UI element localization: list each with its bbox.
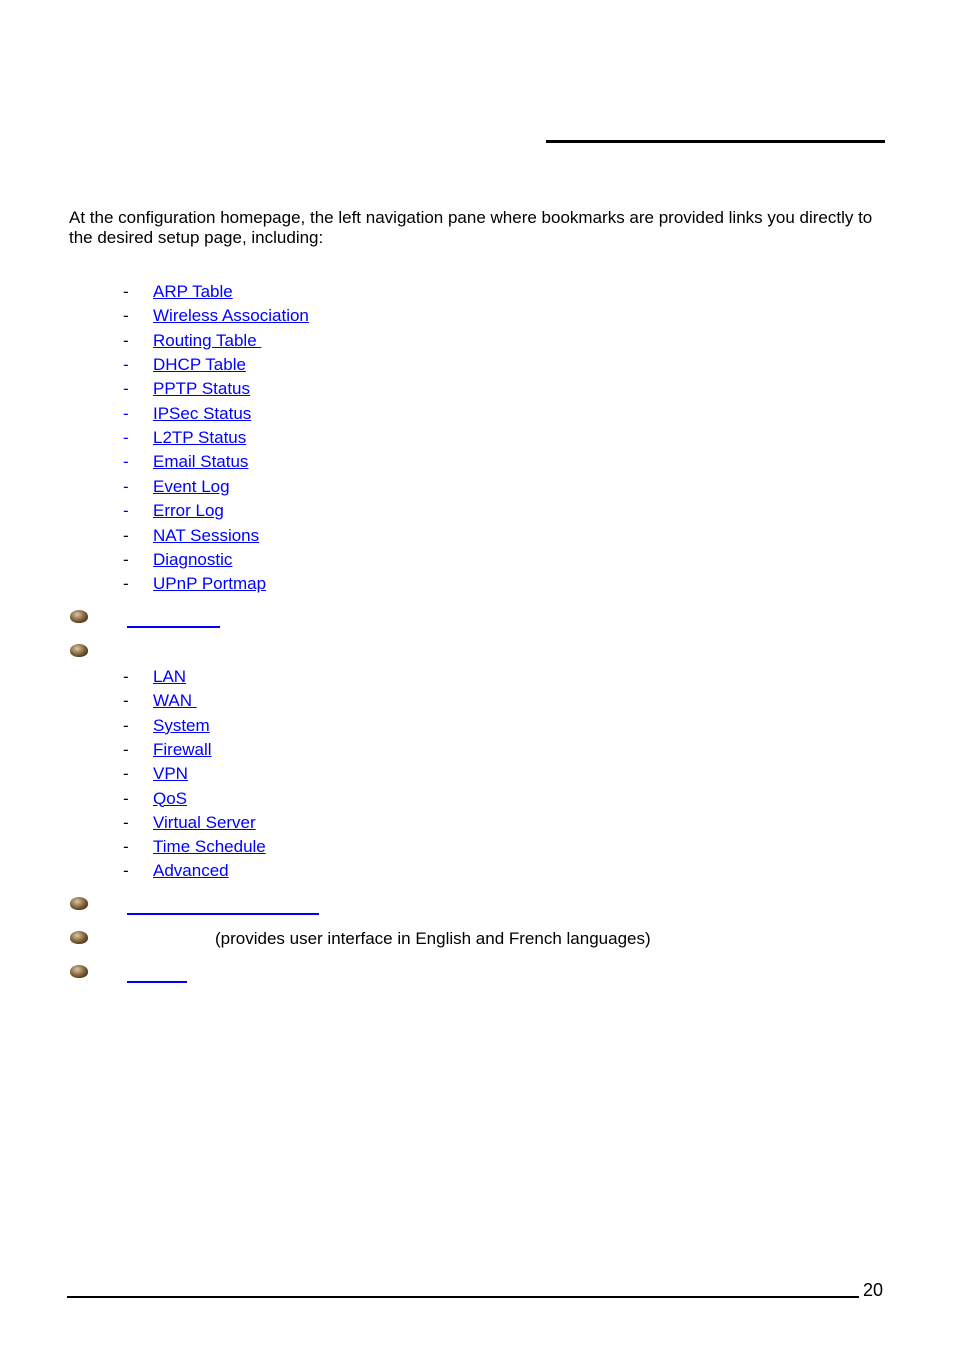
bullet-icon bbox=[70, 897, 88, 910]
list-item bbox=[123, 379, 250, 399]
list-item bbox=[123, 355, 246, 375]
list-item bbox=[123, 306, 309, 326]
dash-marker: - bbox=[123, 549, 129, 569]
dash-marker: - bbox=[123, 764, 129, 784]
nav-link[interactable]: Wireless Association bbox=[153, 306, 309, 326]
nav-link[interactable]: DHCP Table bbox=[153, 355, 246, 375]
list-item bbox=[123, 740, 212, 760]
nav-link[interactable]: WAN bbox=[153, 691, 197, 711]
nav-link[interactable]: Advanced bbox=[153, 861, 229, 881]
list-item bbox=[123, 667, 186, 687]
list-item bbox=[123, 282, 233, 302]
dash-marker: - bbox=[123, 812, 129, 832]
nav-link[interactable]: Diagnostic bbox=[153, 549, 233, 569]
dash-marker: - bbox=[123, 452, 129, 472]
nav-link[interactable]: UPnP Portmap bbox=[153, 574, 267, 594]
nav-link[interactable]: L2TP Status bbox=[153, 428, 247, 448]
bullet-icon bbox=[70, 965, 88, 978]
nav-link[interactable]: IPSec Status bbox=[153, 403, 252, 423]
nav-link[interactable]: Virtual Server bbox=[153, 812, 256, 832]
bullet-icon bbox=[70, 931, 88, 944]
nav-link[interactable]: QoS bbox=[153, 788, 188, 808]
list-item bbox=[123, 452, 248, 472]
list-item bbox=[123, 716, 210, 736]
dash-marker: - bbox=[123, 306, 129, 326]
language-note: (provides user interface in English and French languages) bbox=[215, 929, 651, 948]
list-item bbox=[123, 574, 266, 594]
nav-link[interactable]: LAN bbox=[153, 667, 187, 686]
list-item bbox=[123, 789, 187, 809]
dash-marker: - bbox=[123, 501, 129, 521]
dash-marker: - bbox=[123, 861, 129, 881]
nav-link[interactable]: Firewall bbox=[153, 739, 212, 759]
list-item bbox=[123, 837, 266, 857]
nav-link[interactable]: Error Log bbox=[153, 501, 224, 521]
nav-link[interactable]: ARP Table bbox=[153, 282, 233, 301]
dash-marker: - bbox=[123, 355, 129, 375]
dash-marker: - bbox=[123, 667, 129, 686]
dash-marker: - bbox=[123, 379, 129, 399]
dash-marker: - bbox=[123, 330, 129, 350]
list-item bbox=[123, 477, 230, 497]
dash-marker: - bbox=[123, 525, 129, 545]
list-item bbox=[123, 691, 197, 711]
footer-rule bbox=[67, 1296, 859, 1298]
dash-marker: - bbox=[123, 476, 129, 496]
nav-link[interactable]: Routing Table bbox=[153, 330, 262, 350]
dash-marker: - bbox=[123, 428, 129, 448]
nav-link[interactable]: PPTP Status bbox=[153, 379, 251, 399]
nav-link[interactable]: Time Schedule bbox=[153, 837, 266, 857]
nav-link[interactable]: Email Status bbox=[153, 452, 249, 472]
list-item bbox=[123, 404, 251, 424]
nav-link[interactable]: NAT Sessions bbox=[153, 525, 260, 545]
list-item bbox=[123, 764, 188, 784]
bullet-icon bbox=[70, 644, 88, 657]
list-item bbox=[123, 526, 259, 546]
header-rule bbox=[546, 140, 885, 143]
intro-paragraph: At the configuration homepage, the left navigation pane where bookmarks are provided links you directly to the desired setup page, including: bbox=[69, 208, 873, 247]
dash-marker: - bbox=[123, 691, 129, 711]
section-link[interactable] bbox=[127, 981, 187, 983]
status-section-link[interactable] bbox=[127, 626, 220, 628]
list-item bbox=[123, 550, 232, 570]
nav-link[interactable]: System bbox=[153, 715, 210, 735]
page-number: 20 bbox=[863, 1280, 884, 1300]
list-item bbox=[123, 501, 224, 521]
list-item bbox=[123, 813, 256, 833]
dash-marker: - bbox=[123, 715, 129, 735]
dash-marker: - bbox=[123, 788, 129, 808]
list-item bbox=[123, 861, 229, 881]
dash-marker: - bbox=[123, 739, 129, 759]
dash-marker: - bbox=[123, 837, 129, 857]
nav-link[interactable]: VPN bbox=[153, 764, 188, 784]
dash-marker: - bbox=[123, 574, 129, 594]
section-link[interactable] bbox=[127, 913, 319, 915]
bullet-icon bbox=[70, 610, 88, 623]
nav-link[interactable]: Event Log bbox=[153, 476, 230, 496]
list-item bbox=[123, 331, 261, 351]
dash-marker: - bbox=[123, 282, 129, 301]
list-item bbox=[123, 428, 246, 448]
dash-marker: - bbox=[123, 403, 129, 423]
